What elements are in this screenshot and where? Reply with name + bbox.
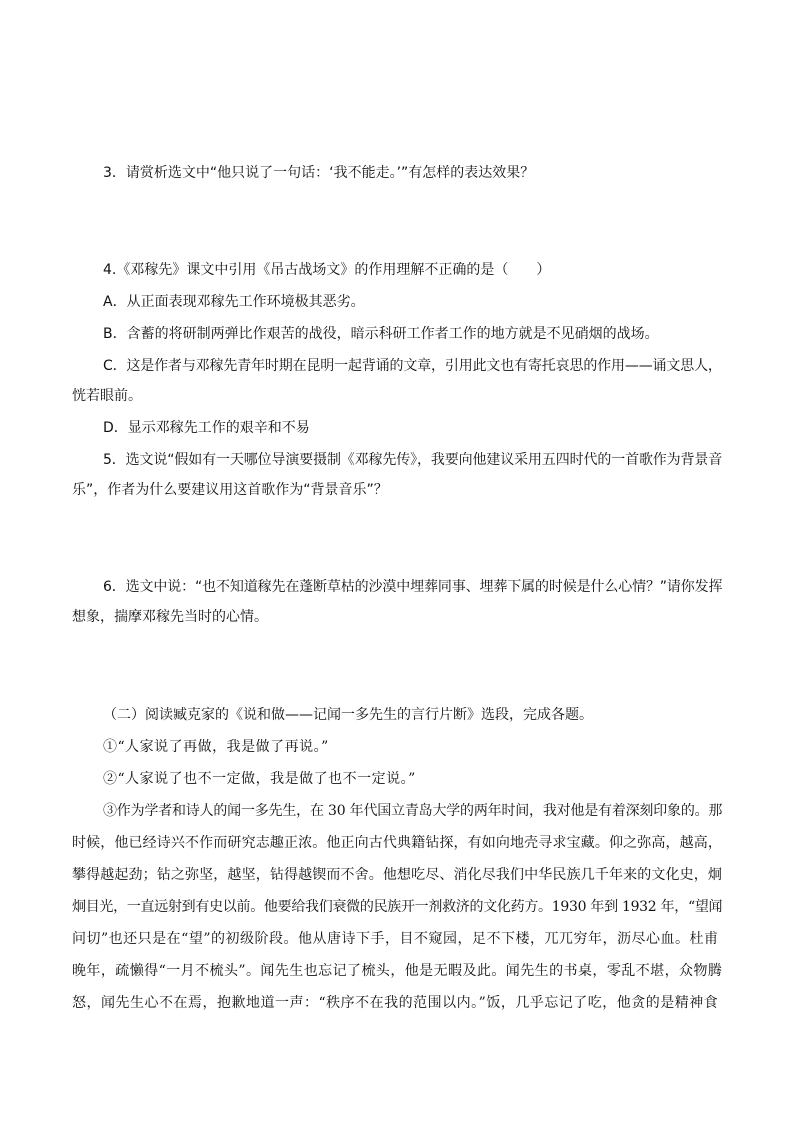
question-6-line1: 6．选文中说：“也不知道稼先在蓬断草枯的沙漠中埋葬同事、埋葬下属的时候是什么心情？”请你发挥 xyxy=(103,579,723,595)
quote-paragraph-1: ①“人家说了再做，我是做了再说。” xyxy=(103,739,329,755)
question-4-option-c-line2: 恍若眼前。 xyxy=(72,388,142,404)
question-5-line1: 5．选文说“假如有一天哪位导演要摄制《邓稼先传》，我要向他建议采用五四时代的一首歌作为背景音 xyxy=(103,452,723,468)
passage-line: 攀得越起劲；钻之弥坚，越坚，钻得越锲而不舍。他想吃尽、消化尽我们中华民族几千年来的文化史，炯 xyxy=(72,867,722,883)
question-4-option-c-line1: C．这是作者与邓稼先青年时期在昆明一起背诵的文章，引用此文也有寄托哀思的作用——诵文思人， xyxy=(103,358,722,374)
question-4-stem: 4.《邓稼先》课文中引用《吊古战场文》的作用理解不正确的是（ ） xyxy=(103,262,551,278)
passage-line: ③作为学者和诗人的闻一多先生，在 30 年代国立青岛大学的两年时间，我对他是有着深刻印象的。那 xyxy=(103,803,723,819)
question-4-option-a: A．从正面表现邓稼先工作环境极其恶劣。 xyxy=(103,294,365,310)
passage-line: 炯目光，一直远射到有史以前。他要给我们衰微的民族开一剂救济的文化药方。1930 年到 1932 年，“望闻 xyxy=(72,899,723,915)
question-6-line2: 想象，揣摩邓稼先当时的心情。 xyxy=(72,609,268,625)
passage-line: 时候，他已经诗兴不作而研究志趣正浓。他正向古代典籍钻探，有如向地壳寻求宝藏。仰之弥高，越高， xyxy=(72,835,722,851)
passage-line: 怒，闻先生心不在焉，抱歉地道一声：“秩序不在我的范围以内。”饭，几乎忘记了吃，他贪的是精神食 xyxy=(72,995,719,1011)
section-2-heading: （二）阅读臧克家的《说和做——记闻一多先生的言行片断》选段，完成各题。 xyxy=(103,707,593,723)
question-4-option-b: B．含蓄的将研制两弹比作艰苦的战役，暗示科研工作者工作的地方就是不见硝烟的战场。 xyxy=(103,326,659,342)
passage-line: 问切”也还只是在“望”的初级阶段。他从唐诗下手，目不窥园，足不下楼，兀兀穷年，沥尽心血。杜甫 xyxy=(72,931,719,947)
question-5-line2: 乐”，作者为什么要建议用这首歌作为“背景音乐”？ xyxy=(72,482,388,498)
quote-paragraph-2: ②“人家说了也不一定做，我是做了也不一定说。” xyxy=(103,771,416,787)
question-3: 3．请赏析选文中“他只说了一句话：‘我不能走。’”有怎样的表达效果？ xyxy=(103,165,535,181)
question-4-option-d: D．显示邓稼先工作的艰辛和不易 xyxy=(103,420,310,436)
passage-line: 晚年，疏懒得“一月不梳头”。闻先生也忘记了梳头，他是无暇及此。闻先生的书桌，零乱不堪，众物腾 xyxy=(72,963,723,979)
